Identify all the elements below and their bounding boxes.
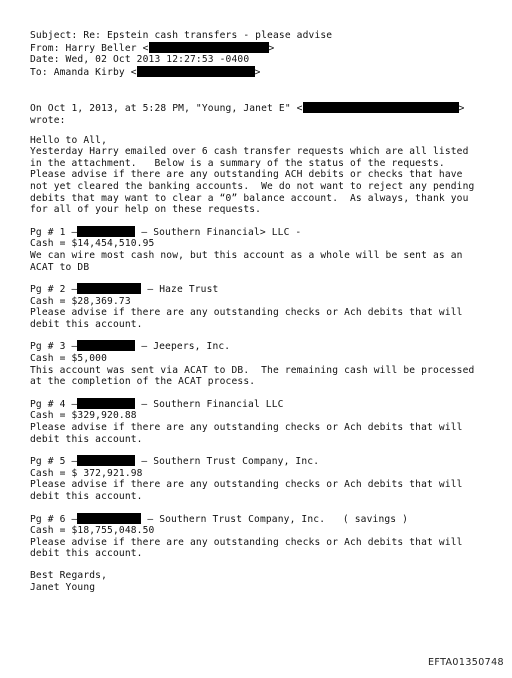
- to-line: [30, 66, 500, 79]
- subject-line: Subject: Re: Epstein cash transfers - please advise: [30, 30, 333, 41]
- bates-number: EFTA01350748: [427, 657, 504, 668]
- quote-wrote: wrote:: [30, 114, 66, 126]
- account-cash: Cash = $28,369.73: [30, 295, 131, 307]
- account-note: ACAT to DB: [30, 261, 90, 273]
- quote-header-line: [30, 102, 500, 115]
- intro-line: Please advise if there are any outstanding ACH debits or checks that have: [30, 169, 463, 181]
- account-name: – Southern Financial> LLC -: [135, 226, 302, 238]
- date-line: Date: Wed, 02 Oct 2013 12:27:53 -0400: [30, 54, 250, 66]
- account-note: Please advise if there are any outstanding checks or Ach debits that will: [30, 536, 463, 548]
- intro-paragraph: [30, 135, 500, 216]
- intro-line: in the attachment. Below is a summary of the status of the requests.: [30, 157, 445, 169]
- account-prefix: Pg # 2 –: [30, 284, 78, 296]
- redaction-bar: [77, 226, 135, 237]
- redaction-bar: [149, 42, 269, 53]
- intro-line: for all of your help on these requests.: [30, 204, 262, 216]
- account-title: [30, 283, 500, 296]
- redaction-bar: [77, 340, 135, 351]
- account-block-6: [30, 513, 500, 560]
- signoff-name: Janet Young: [30, 581, 96, 593]
- account-cash: Cash = $18,755,048.50: [30, 525, 155, 537]
- to-label: To: Amanda Kirby <: [30, 66, 137, 78]
- from-label: From: Harry Beller <: [30, 42, 149, 54]
- account-cash: Cash = $ 372,921.98: [30, 467, 143, 479]
- account-note: debit this account.: [30, 491, 143, 502]
- account-cash: Cash = $329,920.88: [30, 410, 137, 422]
- account-title: [30, 513, 500, 526]
- quote-attribution: On Oct 1, 2013, at 5:28 PM, "Young, Janet E" <: [30, 103, 303, 115]
- account-name: – Haze Trust: [141, 284, 219, 296]
- account-cash: Cash = $5,000: [30, 353, 108, 365]
- account-prefix: Pg # 1 –: [30, 226, 78, 238]
- redaction-bar: [77, 455, 135, 466]
- redaction-bar: [77, 398, 135, 409]
- account-title: [30, 340, 500, 353]
- intro-line: debits that may want to clear a “0” balance account. As always, thank you: [30, 192, 469, 204]
- account-note: Please advise if there are any outstanding checks or Ach debits that will: [30, 422, 463, 434]
- account-block-3: [30, 340, 500, 387]
- account-note: debit this account.: [30, 548, 143, 560]
- account-block-4: [30, 398, 500, 445]
- account-name: – Southern Trust Company, Inc. ( savings ): [141, 513, 409, 525]
- account-title: [30, 455, 500, 468]
- account-block-5: [30, 455, 500, 502]
- account-note: Please advise if there are any outstanding checks or Ach debits that will: [30, 479, 463, 491]
- account-note: We can wire most cash now, but this account as a whole will be sent as an: [30, 249, 463, 261]
- account-block-1: [30, 226, 500, 273]
- account-prefix: Pg # 3 –: [30, 341, 78, 353]
- redaction-bar: [137, 66, 255, 77]
- redaction-bar: [77, 283, 141, 294]
- redaction-bar: [303, 102, 459, 113]
- quote-close: >: [458, 103, 465, 115]
- account-note: This account was sent via ACAT to DB. The remaining cash will be processed: [30, 364, 475, 376]
- from-line: [30, 42, 500, 55]
- account-title: [30, 226, 500, 239]
- to-close: >: [254, 66, 261, 78]
- account-name: – Southern Trust Company, Inc.: [135, 456, 320, 468]
- account-cash: Cash = $14,454,510.95: [30, 238, 155, 250]
- account-note: at the completion of the ACAT process.: [30, 376, 256, 388]
- account-prefix: Pg # 5 –: [30, 456, 78, 468]
- intro-line: Yesterday Harry emailed over 6 cash transfer requests which are all listed: [30, 146, 469, 158]
- signoff-regards: Best Regards,: [30, 569, 108, 581]
- account-note: Please advise if there are any outstanding checks or Ach debits that will: [30, 307, 463, 319]
- account-note: debit this account.: [30, 318, 143, 330]
- from-close: >: [268, 42, 275, 54]
- email-document: [30, 30, 500, 593]
- redaction-bar: [77, 513, 141, 524]
- account-name: – Southern Financial LLC: [135, 398, 284, 410]
- account-prefix: Pg # 4 –: [30, 398, 78, 410]
- account-title: [30, 398, 500, 411]
- account-block-2: [30, 283, 500, 330]
- account-note: debit this account.: [30, 433, 143, 445]
- intro-line: Hello to All,: [30, 134, 108, 146]
- intro-line: not yet cleared the banking accounts. We do not want to reject any pending: [30, 180, 475, 192]
- account-name: – Jeepers, Inc.: [135, 341, 231, 353]
- account-prefix: Pg # 6 –: [30, 513, 78, 525]
